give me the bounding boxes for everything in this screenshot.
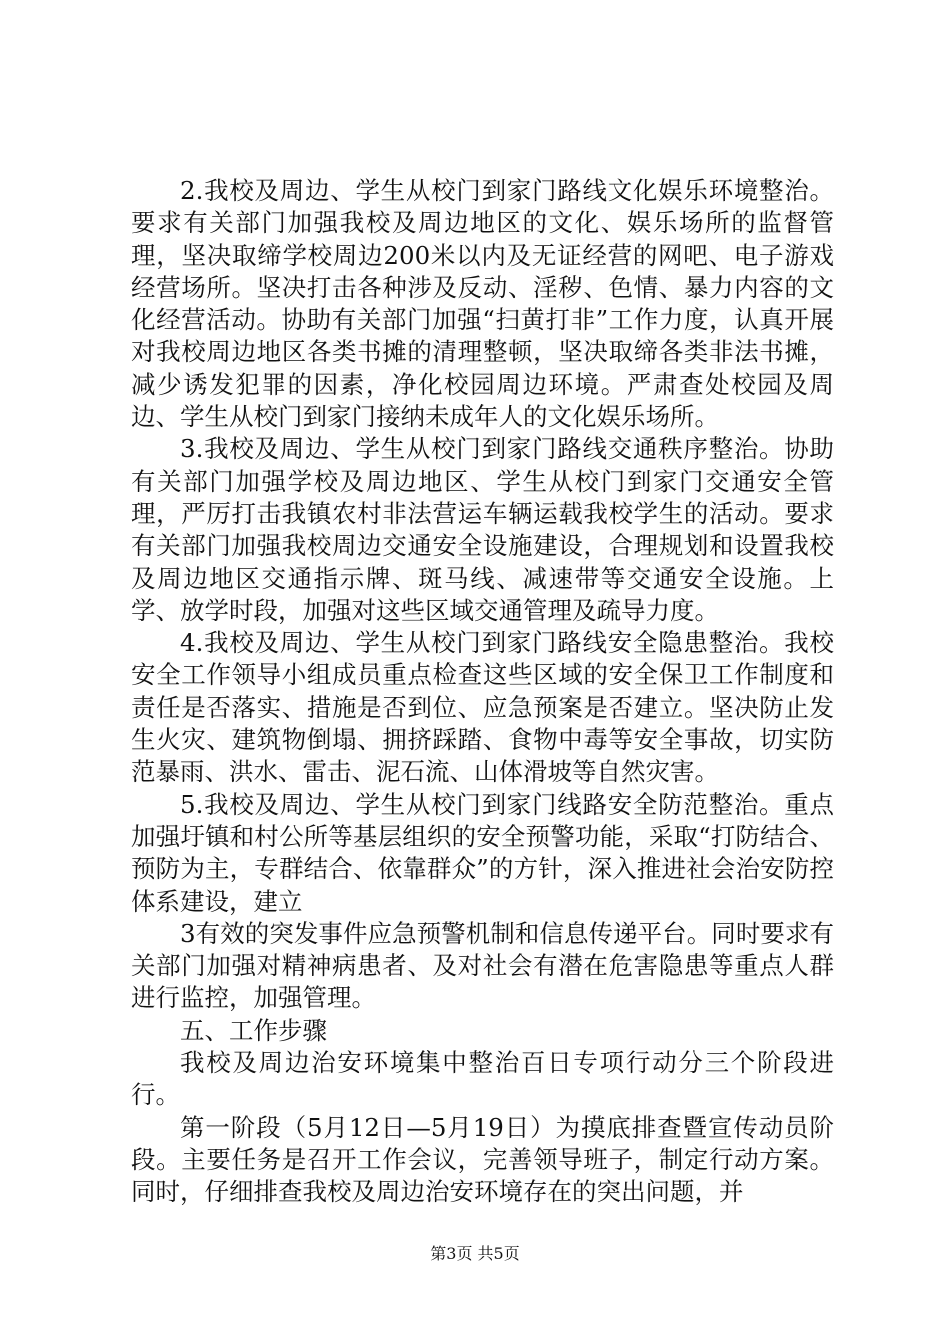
document-body [131, 175, 834, 1209]
section-heading-work-steps: 五、工作步骤 [180, 1015, 327, 1045]
paragraph-security-prevention: 5.我校及周边、学生从校门到家门线路安全防范整治。重点加强圩镇和村公所等基层组织的安全预警功能，采取“打防结合、预防为主，专群结合、依靠群众”的方针，深入推进社会治安防控体系建设，建立 [131, 789, 834, 916]
paragraph-culture-entertainment: 2.我校及周边、学生从校门到家门路线文化娱乐环境整治。要求有关部门加强我校及周边地区的文化、娱乐场所的监督管理，坚决取缔学校周边200米以内及无证经营的网吧、电子游戏经营场所。坚决打击各种涉及反动、淫秽、色情、暴力内容的文化经营活动。协助有关部门加强“扫黄打非”工作力度，认真开展对我校周边地区各类书摊的清理整顿，坚决取缔各类非法书摊，减少诱发犯罪的因素，净化校园周边环境。严肃查处校园及周边、学生从校门到家门接纳未成年人的文化娱乐场所。 [131, 176, 834, 432]
paragraph-early-warning: 3有效的突发事件应急预警机制和信息传递平台。同时要求有关部门加强对精神病患者、及对社会有潜在危害隐患等重点人群进行监控，加强管理。 [131, 918, 834, 1013]
paragraph-traffic-order: 3.我校及周边、学生从校门到家门路线交通秩序整治。协助有关部门加强学校及周边地区、学生从校门到家门交通安全管理，严厉打击我镇农村非法营运车辆运载我校学生的活动。要求有关部门加强我校周边交通安全设施建设，合理规划和设置我校及周边地区交通指示牌、斑马线、减速带等交通安全设施。上学、放学时段，加强对这些区域交通管理及疏导力度。 [131, 434, 834, 625]
page-number-footer: 第3页 共5页 [430, 1244, 520, 1263]
paragraph-stage-one: 第一阶段（5月12日—5月19日）为摸底排查暨宣传动员阶段。主要任务是召开工作会议，完善领导班子，制定行动方案。同时，仔细排查我校及周边治安环境存在的突出问题，并 [131, 1112, 834, 1207]
paragraph-three-stages: 我校及周边治安环境集中整治百日专项行动分三个阶段进行。 [131, 1048, 834, 1110]
paragraph-safety-hazards: 4.我校及周边、学生从校门到家门路线安全隐患整治。我校安全工作领导小组成员重点检查这些区域的安全保卫工作制度和责任是否落实、措施是否到位、应急预案是否建立。坚决防止发生火灾、建筑物倒塌、拥挤踩踏、食物中毒等安全事故，切实防范暴雨、洪水、雷击、泥石流、山体滑坡等自然灾害。 [131, 628, 834, 787]
